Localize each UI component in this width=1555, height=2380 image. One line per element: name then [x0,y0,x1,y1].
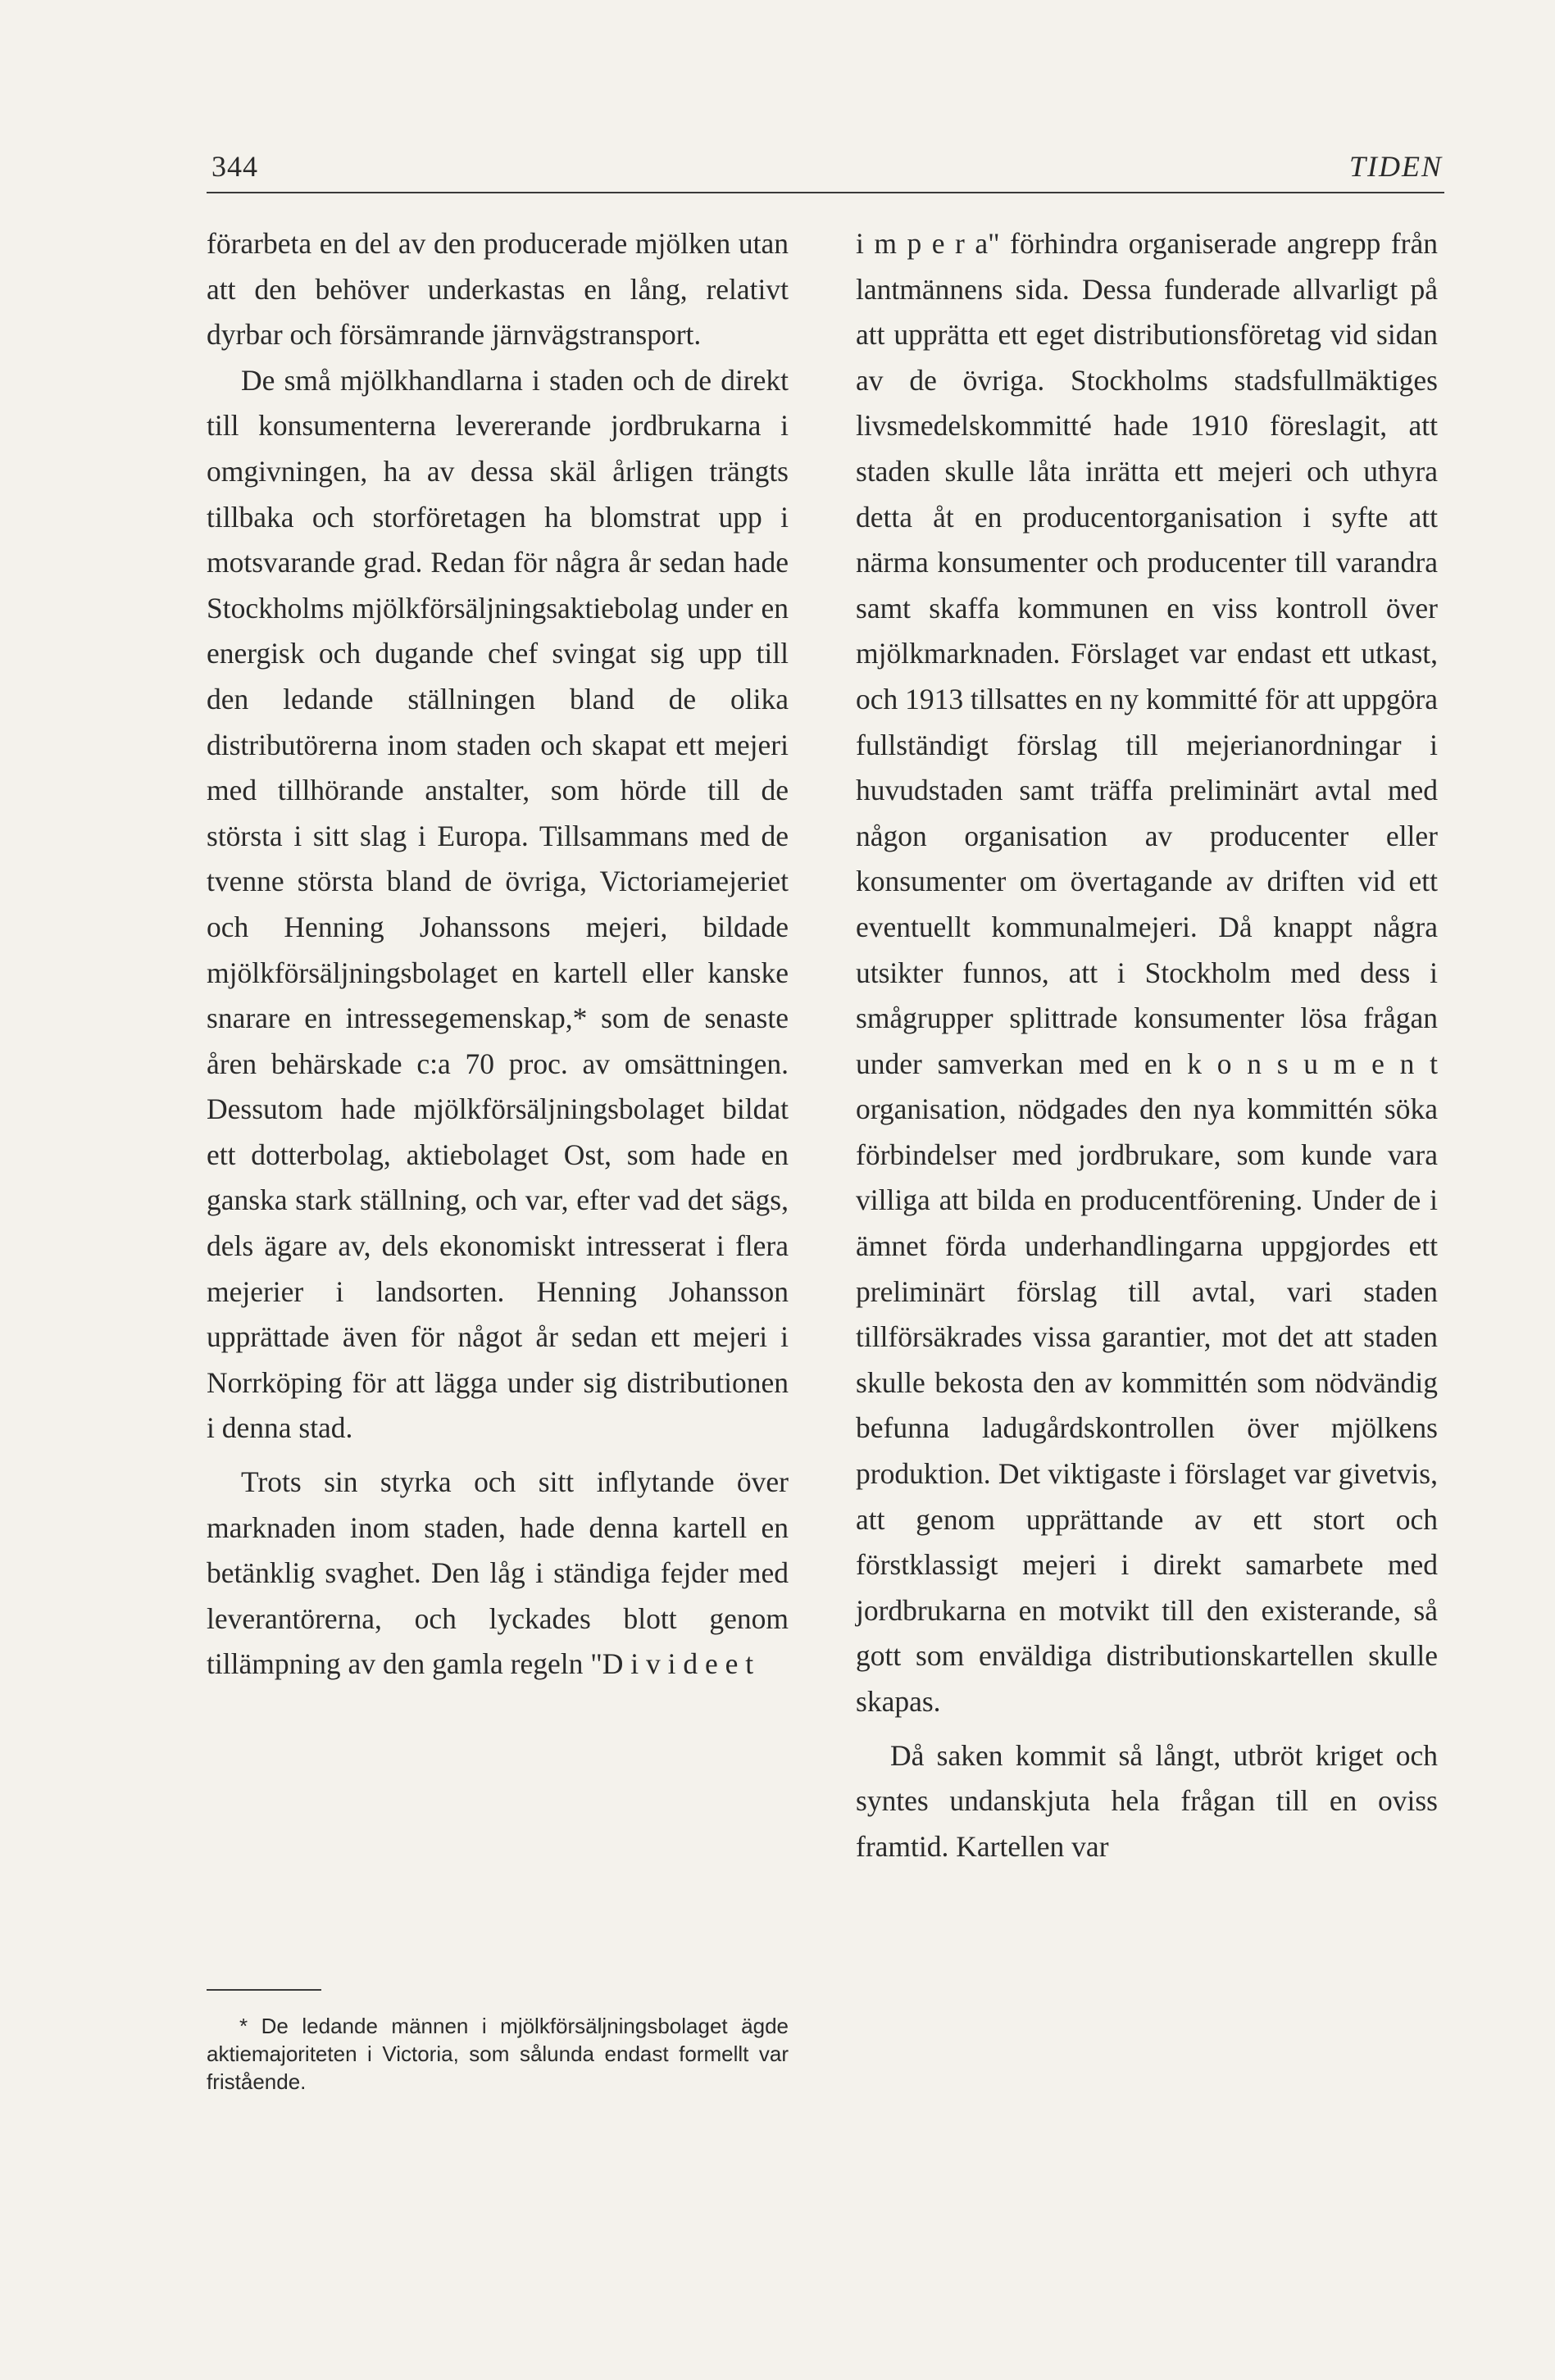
right-paragraph-1: i m p e r a" förhindra organiserade angrepp från lantmännens sida. Dessa funderade allvarligt på att upprätta ett eget distributionsföretag vid sidan av de övriga. Stockholms stadsfullmäktiges livsmedelskommitté hade 1910 föreslagit, att staden skulle låta inrätta ett mejeri och uthyra detta åt en producentorganisation i syfte att närma konsumenter och producenter till varandra samt skaffa kommunen en viss kontroll över mjölkmarknaden. Förslaget var endast ett utkast, och 1913 tillsattes en ny kommitté för att uppgöra fullständigt förslag till mejerianordningar i huvudstaden samt träffa preliminärt avtal med någon organisation av producenter eller konsumenter om övertagande av driften vid ett eventuellt kommunalmejeri. Då knappt några utsikter funnos, att i Stockholm med dess i smågrupper splittrade konsumenter lösa frågan under samverkan med en k o n s u m e n t organisation, nödgades den nya kommittén söka förbindelser med jordbrukare, som kunde vara villiga att bilda en producentförening. Under de i ämnet förda underhandlingarna uppgjordes ett preliminärt förslag till avtal, vari staden tillförsäkrades vissa garantier, mot det att staden skulle bekosta den av kommittén som nödvändig befunna ladugårdskontrollen över mjölkens produktion. Det viktigaste i förslaget var givetvis, att genom upprättande av ett stort och förstklassigt mejeri i direkt samarbete med jordbrukarna en motvikt till den existerande, så gott som enväldiga distributionskartellen skulle skapas. [856,227,1438,1718]
left-paragraph-3: Trots sin styrka och sitt inflytande över marknaden inom staden, hade denna kartell en betänklig svaghet. Den låg i ständiga fejder med leverantörerna, och lyckades blott genom tillämpning av den gamla regeln "D i v i d e e t [207,1465,789,1681]
footnote-divider [207,1989,321,1991]
left-paragraph-2: De små mjölkhandlarna i staden och de direkt till konsumenterna levererande jordbrukarna i omgivningen, ha av dessa skäl årligen trängts tillbaka och storföretagen ha blomstrat upp i motsvarande grad. Redan för några år sedan hade Stockholms mjölkförsäljningsaktiebolag under en energisk och dugande chef svingat sig upp till den ledande ställningen bland de olika distributörerna inom staden och skapat ett mejeri med tillhörande anstalter, som hörde till de största i sitt slag i Europa. Tillsammans med de tvenne största bland de övriga, Victoriamejeriet och Henning Johanssons mejeri, bildade mjölkförsäljningsbolaget en kartell eller kanske snarare en intressegemenskap,* som de senaste åren behärskade c:a 70 proc. av omsättningen. Dessutom hade mjölkförsäljningsbolaget bildat ett dotterbolag, aktiebolaget Ost, som hade en ganska stark ställning, och var, efter vad det sägs, dels ägare av, dels ekonomiskt intresserat i flera mejerier i landsorten. Henning Johansson upprättade även för något år sedan ett mejeri i Norrköping för att lägga under sig distributionen i denna stad. [207,363,789,1445]
left-paragraph-1: förarbeta en del av den producerade mjölken utan att den behöver underkastas en lång, relativt dyrbar och försämrande järnvägstransport. [207,227,789,352]
page-header [207,138,1444,193]
right-column [856,221,1438,1869]
left-column [207,221,789,1687]
footnote: * De ledande männen i mjölkförsäljningsbolaget ägde aktiemajoriteten i Victoria, som sålunda endast formellt var fristående. [207,2014,789,2094]
page-number: 344 [211,150,258,183]
journal-title: TIDEN [1348,150,1443,183]
right-paragraph-2: Då saken kommit så långt, utbröt kriget och syntes undanskjuta hela frågan till en oviss framtid. Kartellen var [856,1738,1438,1863]
